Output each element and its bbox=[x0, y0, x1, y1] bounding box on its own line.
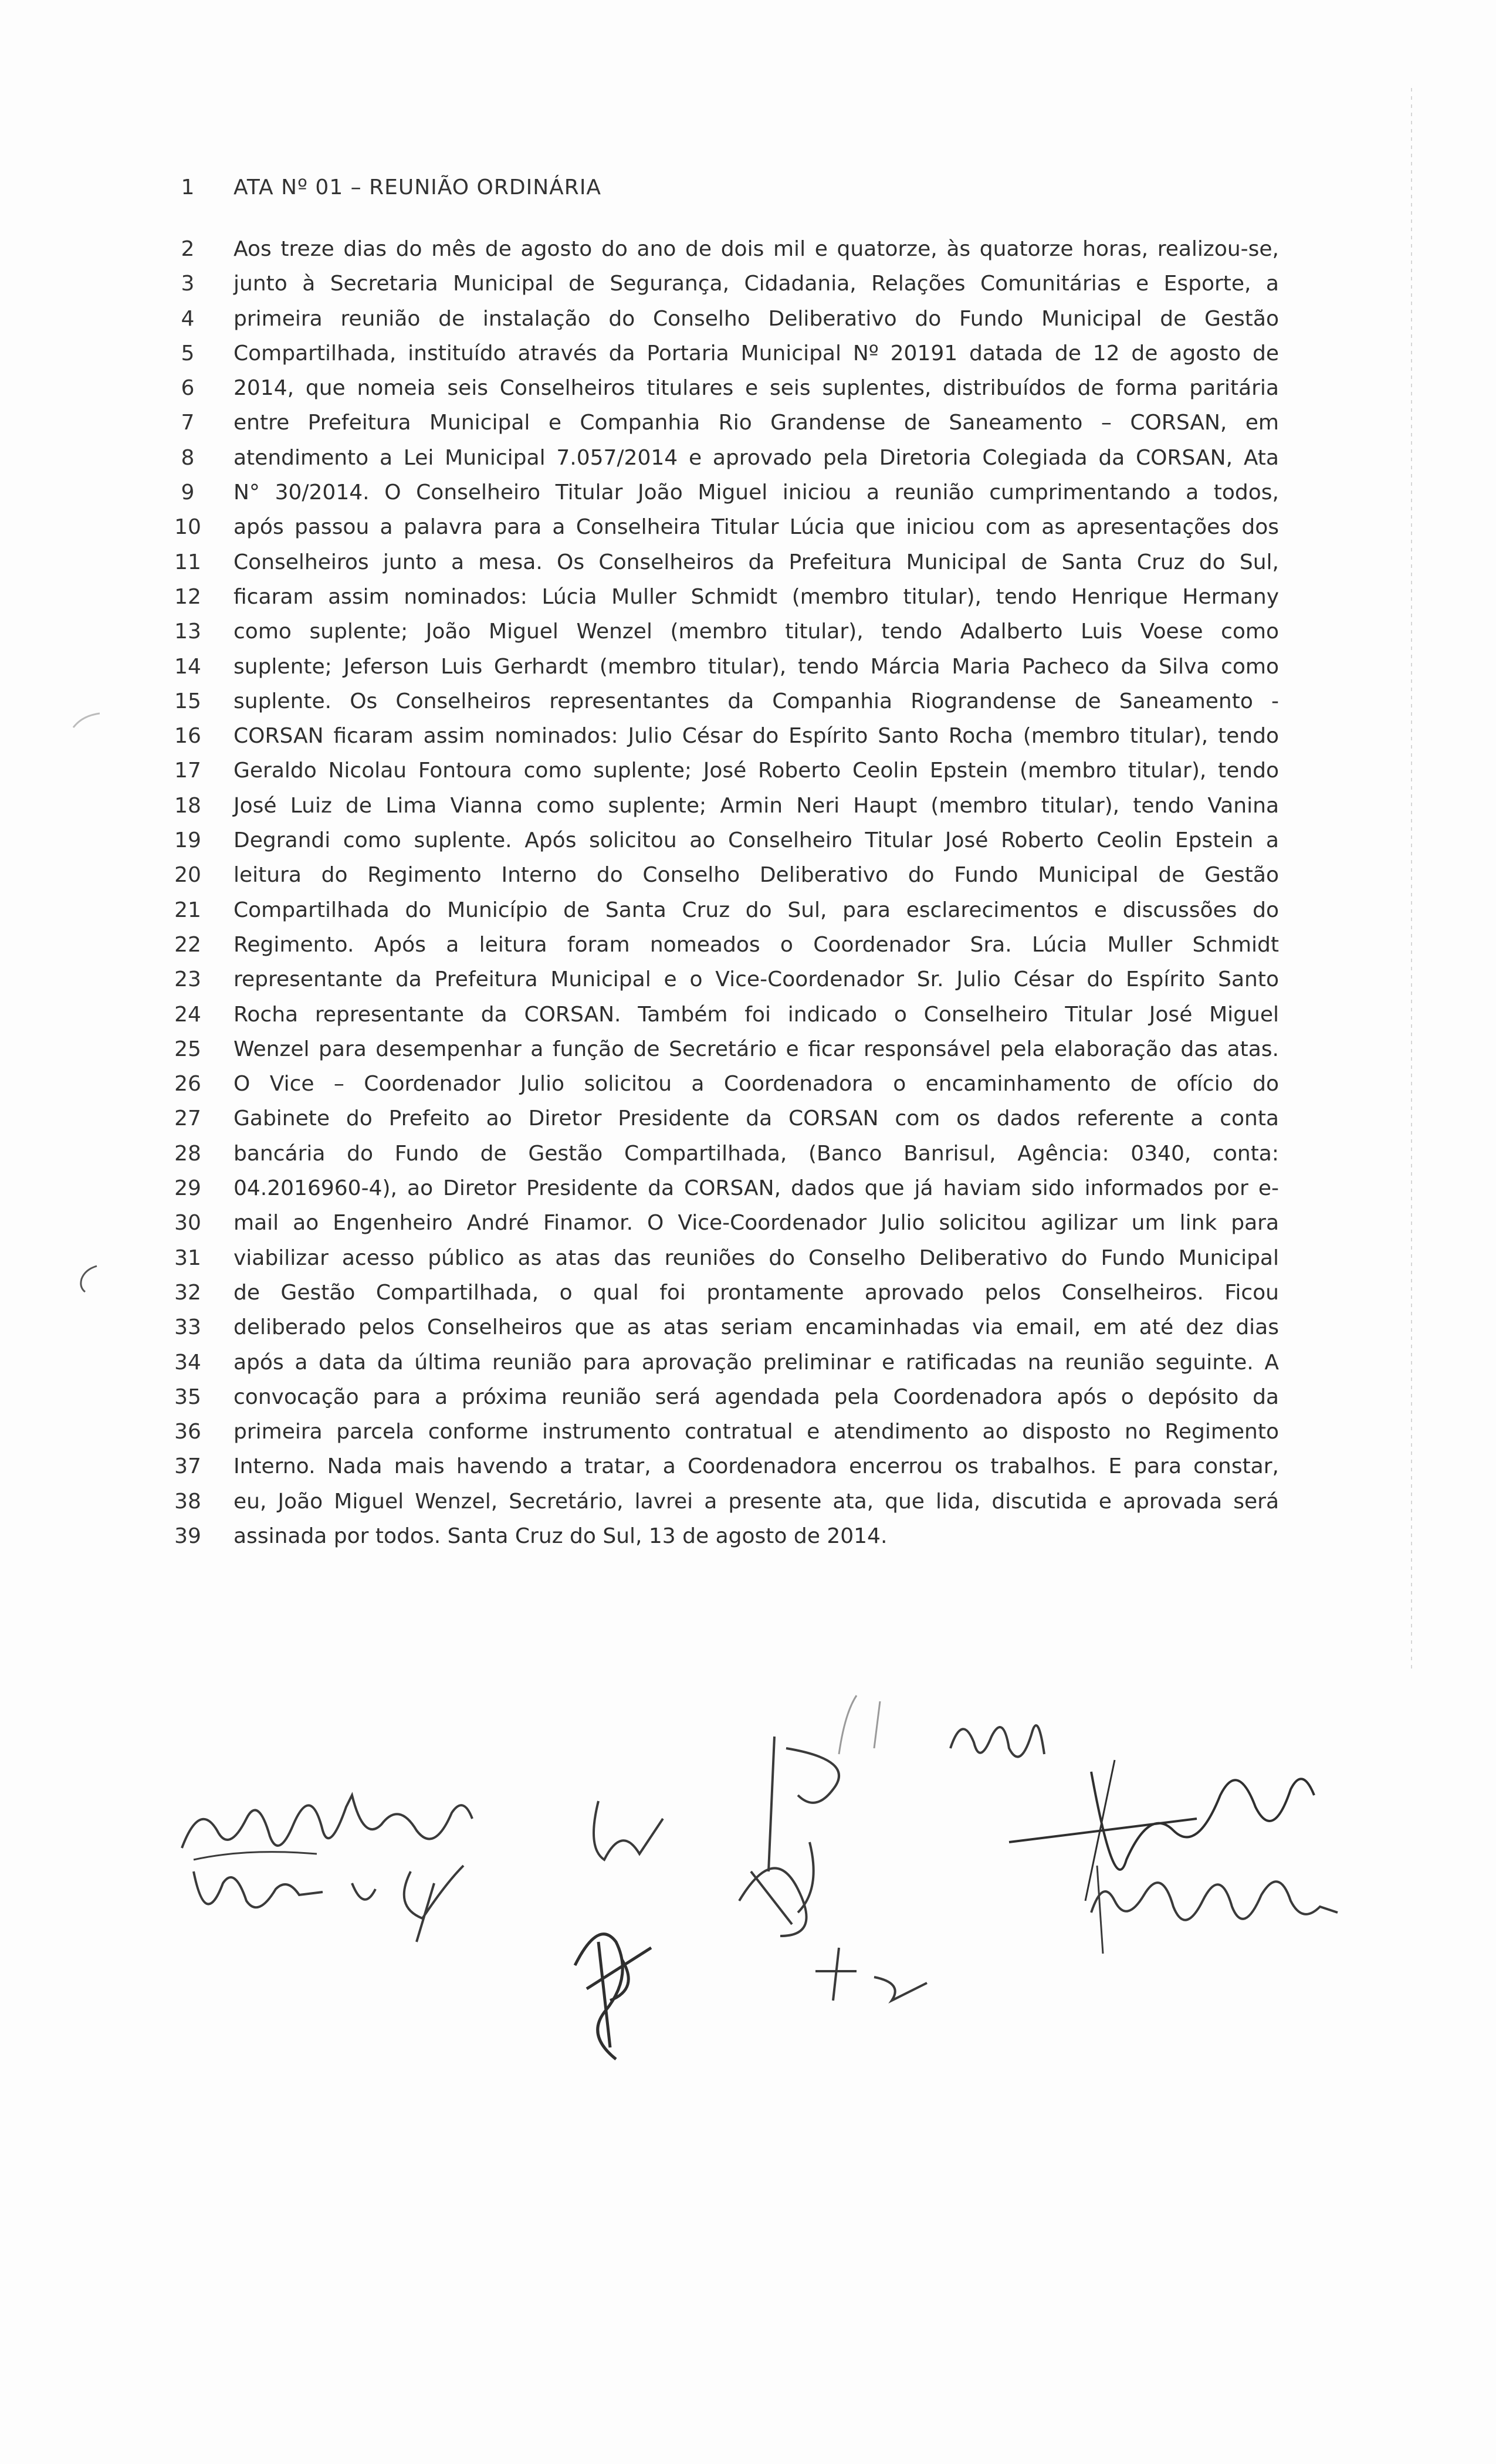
line-text: assinada por todos. Santa Cruz do Sul, 13 de agosto de 2014. bbox=[233, 1524, 888, 1548]
line-number: 17 bbox=[174, 759, 201, 783]
text-line bbox=[0, 1032, 1496, 1067]
text-line bbox=[0, 719, 1496, 753]
line-number: 3 bbox=[181, 272, 195, 296]
line-number: 31 bbox=[174, 1245, 201, 1270]
signature-7 bbox=[1079, 1842, 1349, 1959]
line-text: como suplente; João Miguel Wenzel (membro titular), tendo Adalberto Luis Voese como bbox=[233, 620, 1279, 644]
line-text: entre Prefeitura Municipal e Companhia Rio Grandense de Saneamento – CORSAN, em bbox=[233, 411, 1279, 435]
line-number: 21 bbox=[174, 898, 201, 922]
line-text: Regimento. Após a leitura foram nomeados o Coordenador Sra. Lúcia Muller Schmidt bbox=[233, 932, 1279, 957]
text-line bbox=[0, 371, 1496, 405]
text-line bbox=[0, 858, 1496, 892]
line-number: 16 bbox=[174, 724, 201, 749]
line-number: 1 bbox=[181, 175, 195, 199]
text-line bbox=[0, 997, 1496, 1032]
line-text: Wenzel para desempenhar a função de Secretário e ficar responsável pela elaboração das atas. bbox=[233, 1037, 1279, 1061]
text-line bbox=[0, 266, 1496, 301]
line-number: 33 bbox=[174, 1315, 201, 1340]
document-title: ATA Nº 01 – REUNIÃO ORDINÁRIA bbox=[233, 175, 602, 199]
line-number: 20 bbox=[174, 863, 201, 888]
text-line bbox=[0, 1275, 1496, 1310]
text-line bbox=[0, 580, 1496, 614]
text-line bbox=[0, 1345, 1496, 1380]
line-number: 28 bbox=[174, 1141, 201, 1166]
line-number: 39 bbox=[174, 1524, 201, 1548]
line-text: mail ao Engenheiro André Finamor. O Vice-Coordenador Julio solicitou agilizar um link para bbox=[233, 1211, 1279, 1236]
text-line bbox=[0, 545, 1496, 580]
line-number: 23 bbox=[174, 967, 201, 992]
text-line bbox=[0, 1136, 1496, 1171]
line-text: após passou a palavra para a Conselheira Titular Lúcia que iniciou com as apresentações dos bbox=[233, 515, 1279, 540]
text-line bbox=[0, 1206, 1496, 1240]
text-line bbox=[0, 962, 1496, 997]
signature-8 bbox=[821, 1690, 939, 1760]
line-text: suplente; Jeferson Luis Gerhardt (membro titular), tendo Márcia Maria Pacheco da Silva como bbox=[233, 654, 1279, 679]
text-line bbox=[0, 510, 1496, 544]
text-line bbox=[0, 475, 1496, 510]
line-number: 15 bbox=[174, 689, 201, 713]
line-number: 36 bbox=[174, 1420, 201, 1444]
line-number: 24 bbox=[174, 1002, 201, 1027]
line-text: 04.2016960-4), ao Diretor Presidente da CORSAN, dados que já haviam sido informados por e- bbox=[233, 1176, 1279, 1201]
text-line bbox=[0, 1449, 1496, 1484]
line-text: leitura do Regimento Interno do Conselho Deliberativo do Fundo Municipal de Gestão bbox=[233, 863, 1279, 888]
text-line bbox=[0, 1310, 1496, 1345]
line-text: junto à Secretaria Municipal de Segurança, Cidadania, Relações Comunitárias e Esporte, a bbox=[233, 272, 1279, 296]
line-number: 8 bbox=[181, 445, 195, 470]
line-number: 12 bbox=[174, 584, 201, 609]
line-text: Degrandi como suplente. Após solicitou ao Conselheiro Titular José Roberto Ceolin Epstein a bbox=[233, 828, 1279, 853]
line-text: O Vice – Coordenador Julio solicitou a Coordenadora o encaminhamento de ofício do bbox=[233, 1072, 1279, 1096]
signature-4 bbox=[681, 1725, 962, 2053]
text-line bbox=[0, 1484, 1496, 1519]
text-line bbox=[0, 1241, 1496, 1275]
line-number: 22 bbox=[174, 932, 201, 957]
line-text: eu, João Miguel Wenzel, Secretário, lavrei a presente ata, que lida, discutida e aprovada será bbox=[233, 1489, 1279, 1514]
line-text: primeira reunião de instalação do Conselho Deliberativo do Fundo Municipal de Gestão bbox=[233, 306, 1279, 331]
text-line bbox=[0, 405, 1496, 440]
line-number: 6 bbox=[181, 376, 195, 401]
line-text: José Luiz de Lima Vianna como suplente; Armin Neri Haupt (membro titular), tendo Vanina bbox=[233, 793, 1279, 818]
text-line bbox=[0, 684, 1496, 719]
text-line bbox=[0, 1380, 1496, 1414]
minutes-body bbox=[0, 232, 1496, 1553]
line-number: 9 bbox=[181, 480, 195, 505]
line-text: primeira parcela conforme instrumento contratual e atendimento ao disposto no Regimento bbox=[233, 1420, 1279, 1444]
line-number: 19 bbox=[174, 828, 201, 853]
line-number: 38 bbox=[174, 1489, 201, 1514]
line-number: 2 bbox=[181, 237, 195, 261]
line-text: representante da Prefeitura Municipal e o Vice-Coordenador Sr. Julio César do Espírito Santo bbox=[233, 967, 1279, 992]
text-line bbox=[0, 649, 1496, 684]
line-number: 34 bbox=[174, 1350, 201, 1375]
line-text: Aos treze dias do mês de agosto do ano de dois mil e quatorze, às quatorze horas, realizou-se, bbox=[233, 237, 1279, 261]
line-number: 5 bbox=[181, 341, 195, 365]
line-text: viabilizar acesso público as atas das reuniões do Conselho Deliberativo do Fundo Municipal bbox=[233, 1245, 1279, 1270]
text-line bbox=[0, 788, 1496, 823]
text-line bbox=[0, 1171, 1496, 1206]
text-line bbox=[0, 753, 1496, 788]
line-number: 26 bbox=[174, 1072, 201, 1096]
line-text: Gabinete do Prefeito ao Diretor Presidente da CORSAN com os dados referente a conta bbox=[233, 1106, 1279, 1131]
text-line bbox=[0, 441, 1496, 475]
line-text: de Gestão Compartilhada, o qual foi prontamente aprovado pelos Conselheiros. Ficou bbox=[233, 1280, 1279, 1305]
line-number: 29 bbox=[174, 1176, 201, 1201]
line-number: 27 bbox=[174, 1106, 201, 1131]
line-number: 13 bbox=[174, 620, 201, 644]
line-text: N° 30/2014. O Conselheiro Titular João Miguel iniciou a reunião cumprimentando a todos, bbox=[233, 480, 1279, 505]
line-text: após a data da última reunião para aprovação preliminar e ratificadas na reunião seguinte. A bbox=[233, 1350, 1279, 1375]
line-number: 4 bbox=[181, 306, 195, 331]
text-line bbox=[0, 232, 1496, 266]
line-number: 30 bbox=[174, 1211, 201, 1236]
text-line bbox=[0, 928, 1496, 962]
signatures-area bbox=[0, 1690, 1496, 2335]
text-line bbox=[0, 1101, 1496, 1136]
line-number: 25 bbox=[174, 1037, 201, 1061]
line-text: ficaram assim nominados: Lúcia Muller Schmidt (membro titular), tendo Henrique Hermany bbox=[233, 584, 1279, 609]
title-row bbox=[0, 170, 1496, 205]
signature-2 bbox=[188, 1848, 481, 1965]
line-number: 32 bbox=[174, 1280, 201, 1305]
line-text: bancária do Fundo de Gestão Compartilhada, (Banco Banrisul, Agência: 0340, conta: bbox=[233, 1141, 1279, 1166]
line-number: 11 bbox=[174, 550, 201, 574]
line-text: atendimento a Lei Municipal 7.057/2014 e aprovado pela Diretoria Colegiada da CORSAN, Ata bbox=[233, 445, 1279, 470]
text-line bbox=[0, 823, 1496, 858]
line-text: Conselheiros junto a mesa. Os Conselheiros da Prefeitura Municipal de Santa Cruz do Sul, bbox=[233, 550, 1279, 574]
line-text: convocação para a próxima reunião será agendada pela Coordenadora após o depósito da bbox=[233, 1385, 1279, 1409]
line-text: Compartilhada, instituído através da Portaria Municipal Nº 20191 datada de 12 de agosto de bbox=[233, 341, 1279, 365]
line-text: Geraldo Nicolau Fontoura como suplente; José Roberto Ceolin Epstein (membro titular), tendo bbox=[233, 759, 1279, 783]
text-line bbox=[0, 302, 1496, 336]
text-line bbox=[0, 893, 1496, 928]
line-number: 18 bbox=[174, 793, 201, 818]
line-text: suplente. Os Conselheiros representantes da Companhia Riograndense de Saneamento - bbox=[233, 689, 1279, 713]
line-text: Rocha representante da CORSAN. Também foi indicado o Conselheiro Titular José Miguel bbox=[233, 1002, 1279, 1027]
line-number: 14 bbox=[174, 654, 201, 679]
text-line bbox=[0, 1067, 1496, 1101]
text-line bbox=[0, 614, 1496, 649]
line-text: 2014, que nomeia seis Conselheiros titulares e seis suplentes, distribuídos de forma paritária bbox=[233, 376, 1279, 401]
line-text: deliberado pelos Conselheiros que as atas seriam encaminhadas via email, em até dez dias bbox=[233, 1315, 1279, 1340]
line-number: 37 bbox=[174, 1454, 201, 1479]
text-line bbox=[0, 336, 1496, 371]
line-number: 35 bbox=[174, 1385, 201, 1409]
text-line bbox=[0, 1414, 1496, 1449]
line-number: 10 bbox=[174, 515, 201, 540]
line-number: 7 bbox=[181, 411, 195, 435]
line-text: Compartilhada do Município de Santa Cruz do Sul, para esclarecimentos e discussões do bbox=[233, 898, 1279, 922]
text-line bbox=[0, 1519, 1496, 1553]
line-text: CORSAN ficaram assim nominados: Julio César do Espírito Santo Rocha (membro titular), tendo bbox=[233, 724, 1279, 749]
line-text: Interno. Nada mais havendo a tratar, a Coordenadora encerrou os trabalhos. E para constar, bbox=[233, 1454, 1279, 1479]
